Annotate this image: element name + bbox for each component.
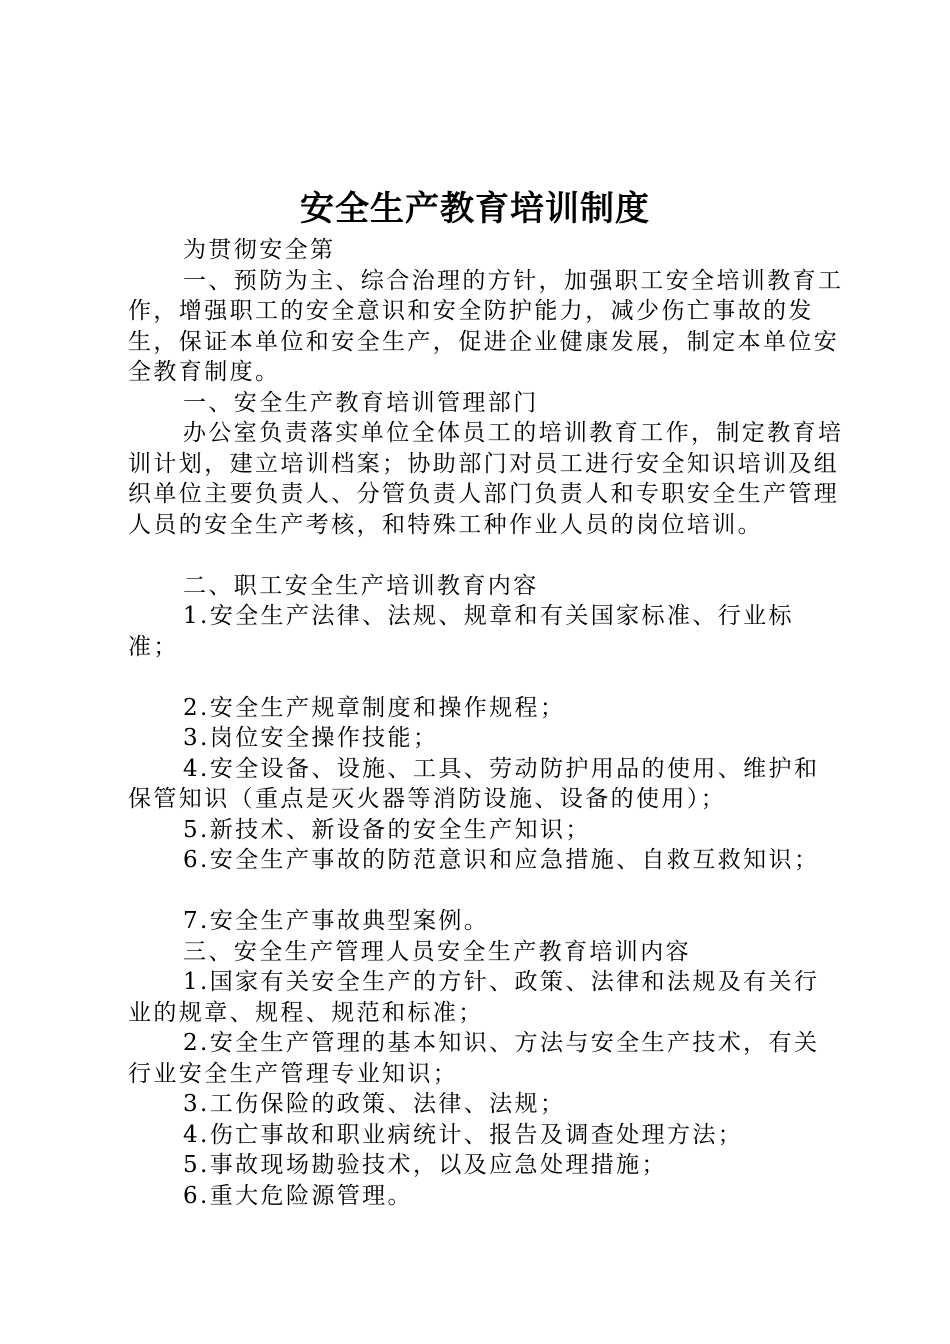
- blank-line: [128, 662, 844, 693]
- intro-paragraph: 为贯彻安全第: [183, 237, 336, 263]
- policy-paragraph: 一、预防为主、综合治理的方针，加强职工安全培训教育工作，增强职工的安全意识和安全防护能力，减少伤亡事故的发生，保证本单位和安全生产，促进企业健康发展，制定本单位安全教育制度。: [128, 267, 844, 385]
- blank-line: [128, 876, 844, 907]
- list-item: 7.安全生产事故典型案例。: [183, 908, 490, 934]
- list-item: 6.重大危险源管理。: [183, 1182, 413, 1209]
- list-item: 1.国家有关安全生产的方针、政策、法律和法规及有关行业的规章、规程、规范和标准；: [128, 969, 820, 1026]
- list-item: 5.事故现场勘验技术，以及应急处理措施；: [183, 1152, 667, 1178]
- section-heading-manager-training: 三、安全生产管理人员安全生产教育培训内容: [183, 938, 691, 965]
- list-item: 5.新技术、新设备的安全生产知识；: [183, 816, 591, 843]
- section-heading-management: 一、安全生产教育培训管理部门: [183, 389, 539, 416]
- list-item: 3.工伤保险的政策、法律、法规；: [183, 1091, 566, 1117]
- blank-line: [128, 540, 844, 571]
- list-item: 3.岗位安全操作技能；: [183, 725, 439, 751]
- list-item: 4.安全设备、设施、工具、劳动防护用品的使用、维护和保管知识（重点是灭火器等消防设施、设备的使用）；: [128, 755, 820, 812]
- list-item: 2.安全生产规章制度和操作规程；: [183, 694, 566, 721]
- list-item: 4.伤亡事故和职业病统计、报告及调查处理方法；: [183, 1121, 744, 1148]
- list-item: 1.安全生产法律、法规、规章和有关国家标准、行业标准；: [128, 603, 794, 660]
- document-title: 安全生产教育培训制度: [300, 189, 650, 229]
- document-body: [128, 235, 844, 1211]
- management-paragraph: 办公室负责落实单位全体员工的培训教育工作，制定教育培训计划，建立培训档案；协助部门对员工进行安全知识培训及组织单位主要负责人、分管负责人部门负责人和专职安全生产管理人员的安全生产考核，和特殊工种作业人员的岗位培训。: [128, 420, 844, 538]
- section-heading-staff-training: 二、职工安全生产培训教育内容: [183, 572, 539, 599]
- list-item: 6.安全生产事故的防范意识和应急措施、自救互救知识；: [183, 847, 820, 873]
- list-item: 2.安全生产管理的基本知识、方法与安全生产技术，有关行业安全生产管理专业知识；: [128, 1030, 820, 1087]
